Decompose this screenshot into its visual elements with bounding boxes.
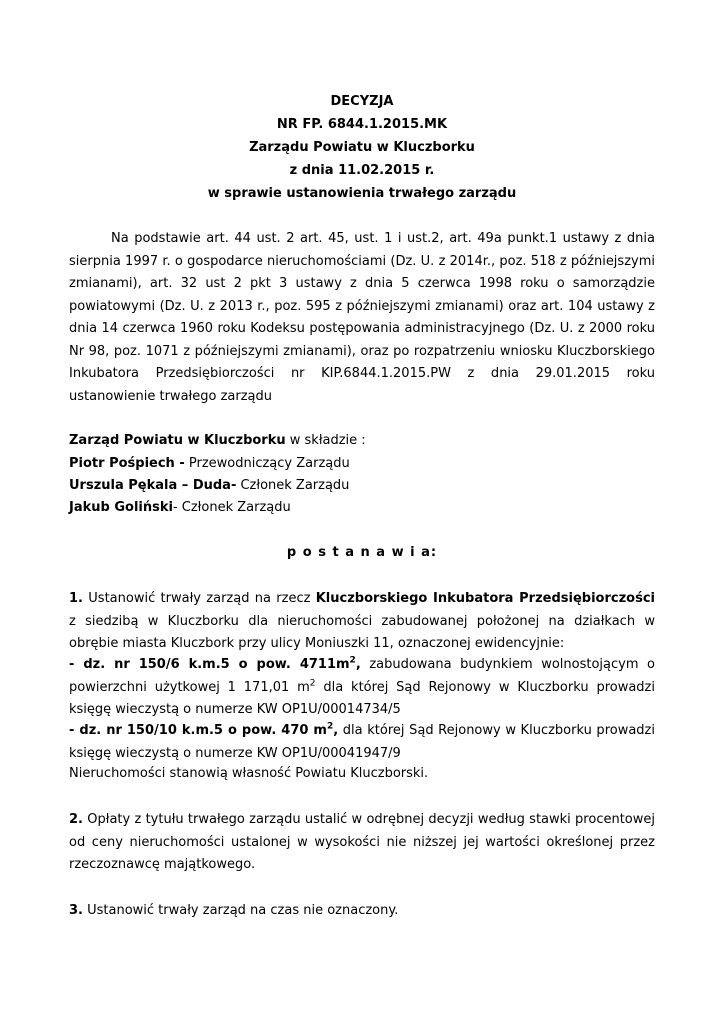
beneficiary-name: Kluczborskiego Inkubatora Przedsiębiorczości	[315, 591, 655, 606]
point-1-intro: 1. Ustanowić trwały zarząd na rzecz Kluczborskiego Inkubatora Przedsiębiorczości z siedzibą w Kluczborku dla nieruchomości zabudowanej położonej na działkach w obrębie miasta Kluczbork przy ulicy Moniuszki 11, oznaczonej ewidencyjnie:	[69, 591, 655, 651]
issuer: Zarządu Powiatu w Kluczborku	[249, 140, 475, 155]
board-member	[69, 478, 655, 493]
point-3: 3. Ustanowić trwały zarząd na czas nie oznaczony.	[69, 903, 399, 918]
member-role: - Członek Zarządu	[172, 500, 291, 515]
legal-basis-paragraph: Na podstawie art. 44 ust. 2 art. 45, ust. 1 i ust.2, art. 49a punkt.1 ustawy z dnia sierpnia 1997 r. o gospodarce nieruchomościami (Dz. U. z 2014r., poz. 518 z późniejszymi zmianami), art. 32 ust 2 pkt 3 ustawy z dnia 5 czerwca 1998 roku o samorządzie powiatowymi (Dz. U. z 2013 r., poz. 595 z późniejszymi zmianami) oraz art. 104 ustawy z dnia 14 czerwca 1960 roku Kodeksu postępowania administracyjnego (Dz. U. z 2000 roku Nr 98, poz. 1071 z późniejszymi zmianami), oraz po rozpatrzeniu wniosku Kluczborskiego Inkubatora Przedsiębiorczości nr KIP.6844.1.2015.PW z dnia 29.01.2015 roku ustanowienie trwałego zarządu	[69, 231, 655, 404]
board-name: Zarząd Powiatu w Kluczborku	[69, 433, 286, 448]
board-member	[69, 500, 655, 515]
doc-title: DECYZJA	[330, 94, 394, 109]
parcel-150-10: - dz. nr 150/10 k.m.5 o pow. 470 $m^2$, dla której Sąd Rejonowy w Kluczborku prowadzi księgę wieczystą o numerze KW OP1U/00041947/9	[69, 721, 655, 761]
member-name: Piotr Pośpiech -	[69, 456, 185, 471]
decision-number: NR FP. 6844.1.2015.MK	[276, 117, 448, 132]
decision-date: z dnia 11.02.2015 r.	[289, 163, 435, 178]
point-number: 3.	[69, 903, 83, 918]
decision-subject: w sprawie ustanowienia trwałego zarządu	[207, 186, 517, 201]
board-suffix: w składzie :	[285, 433, 366, 448]
board-member	[69, 456, 655, 471]
point-number: 2.	[69, 812, 83, 827]
member-name: Urszula Pękala – Duda-	[69, 478, 237, 493]
member-name: Jakub Goliński	[69, 500, 173, 515]
decides-heading: p o s t a n a w i a:	[286, 545, 438, 560]
ownership-statement: Nieruchomości stanowią własność Powiatu Kluczborski.	[69, 766, 429, 781]
parcel-150-6: - dz. nr 150/6 k.m.5 o pow. $4711m^2$, zabudowana budynkiem wolnostojącym o powierzchni użytkowej 1 171,01 $m^2$ dla której Sąd Rejonowy w Kluczborku prowadzi księgę wieczystą o numerze KW OP1U/00014734/5	[69, 655, 655, 717]
point-number: 1.	[69, 591, 83, 606]
board-composition	[69, 433, 655, 448]
point-2: 2. Opłaty z tytułu trwałego zarządu ustalić w odrębnej decyzji według stawki procentowej od ceny nieruchomości ustalonej w wysokości nie niższej jej wartości określonej przez rzeczoznawcę majątkowego.	[69, 812, 655, 872]
member-role: Przewodniczący Zarządu	[184, 456, 350, 471]
member-role: Członek Zarządu	[236, 478, 350, 493]
